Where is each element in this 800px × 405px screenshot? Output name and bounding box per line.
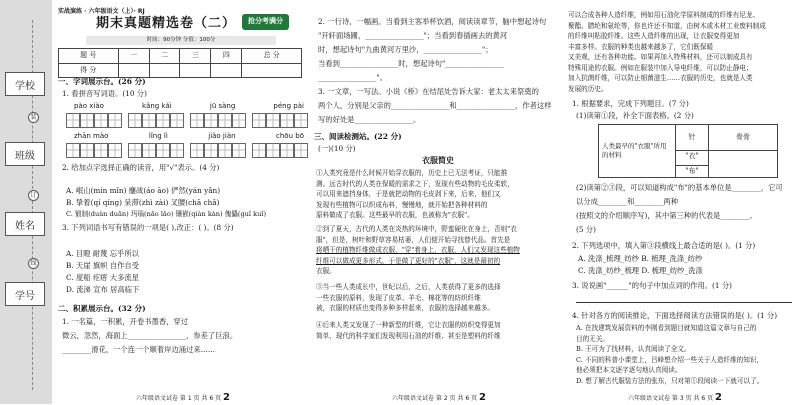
text-line: ④后来人类又发现了一种新型的纤维，它让衣服的纺织变得更加 [316,321,501,329]
option-line: C. 不同的科普小课堂上，吕峰想介绍一些关于人造纤维的知识， [576,355,764,364]
fill-line: (按照文的介绍顺序写)，其中第三种的代表是________。 [576,211,757,220]
reading-paragraph [316,224,564,277]
question-text: (1)读第①段，补全下面表格。(2 分) [576,111,694,120]
option-line: 他必须把本文逐字逐句地认真阅读。 [576,366,682,374]
fill-line: 3. 一文章，一写法。小说《桥》在结尾处告诉大家：老太太来祭奠的 [318,87,539,96]
subsection-label: (一)(10 分) [318,144,356,153]
table-cell-label: "布" [676,165,708,178]
option-line: A. 在找建筑发展资料的李刚看到题目就知道这篇文章与自己的 [576,324,757,332]
question-text: 2. 给加点字选择正确的读音，用"√"表示。(4 分) [62,163,220,172]
pinyin-row [74,131,304,143]
option-line: A. 洗涤_梳理_纺纱 B. 梳理_洗涤_纺纱 [578,254,703,263]
page-title: 期末真题精选卷（二） [95,16,236,31]
binding-dot: 线 [28,258,39,269]
school-label: 学校 [5,72,45,96]
writing-grid[interactable] [252,113,308,128]
pinyin: zhān mào [74,132,109,140]
fill-line: 微云，忽然，海面上________________，参差了巨浪。 [62,331,238,340]
writing-grid[interactable] [252,143,308,158]
underlined-sentence: 将晒干的植物纤维做成衣服，"穿"着身上，衣服，人们又发现这些植物 [316,246,520,254]
section-heading: 三、阅读检测站。(22 分) [314,132,402,141]
name-label: 姓名 [5,212,45,236]
writing-grid[interactable] [66,113,122,128]
option-line: A. 岷山(mín mǐn) 鏖战(áo āo) 俨然(yán yǎn) [66,186,221,195]
option-line: B. 天崖 旗帜 自作自受 [66,261,140,270]
time-info: 时间：90分钟 分值：100分 [86,36,276,45]
text-line: 测。远古时代的人类在保暖的需求之下，发现有些动物的毛皮柔软， [316,179,514,188]
footer-text: 六年级语文试卷 第 3 页 共 6 页 [628,395,714,402]
series-header: 实战演练 · 六年级语文（上）· RJ [58,8,145,15]
score-header-cell: 总 分 [242,49,302,64]
text-line: ①人类究竟是什么时候开始穿衣服的，历史上已无法考证，只能推 [316,169,508,177]
fill-line: (5 分) [576,225,596,234]
reading-paragraph [316,282,564,314]
option-line: D. 流涕 宣布 居高临下 [66,285,140,294]
footer-page-number: 2 [715,392,722,403]
pinyin: kǎng kǎi [142,102,172,110]
fill-line: (2)读第②③段，可以知道构成"布"的基本单位是________，它可 [576,183,783,192]
footer-page-number: 2 [223,392,230,403]
footer-page-number: 2 [479,392,486,403]
text-line: ②到了夏天，古代的人类在炎热的环境中，野蛮硬化在身上，否则"衣 [316,225,517,233]
option-line: B. 挚着(qí qíng) 呆滞(zhì zài) 叉腰(chā chǎ) [66,198,220,207]
option-line: C. 度船 疙瘩 大多流星 [66,273,139,282]
score-input-cell[interactable] [149,63,180,78]
text-line: 简单，现代的科学家们发现利用石油的纤维、甚至是塑料的纤维 [316,331,501,340]
text-line: 又美观，还有各种功能。如果再加入特殊材料，还可以制成具有 [568,53,753,61]
writing-grid[interactable] [128,143,184,158]
text-line: 聚酯、腈纶和氨纶等，你也许还不知道，由树木或木材工业废料制成 [568,21,766,30]
student-id-label: 学号 [5,282,45,306]
score-header-cell: 三 [180,49,211,64]
fill-line: 写的好处是________________。 [318,115,421,124]
option-line: D. 想了解古代服装方法的张东，只对第①段阅读一下就可以了。 [576,376,764,385]
writing-grid[interactable] [66,143,122,158]
answer-cell[interactable] [709,151,778,178]
fill-line: 2. 一行诗，一幅画。当看到主客举杯饮酒，阅读读章节，脑中想起诗句 [318,17,547,26]
fill-line: 以分成________和________两种 [576,197,679,206]
underlined-sentence: 纤维可以做成更多形式，于是做了更好的"衣服"，这就是最初的 [316,256,501,265]
text-line: 被，衣服的材质也变得多种多样起来，衣服的选择越来越多。 [316,304,495,312]
pinyin: jiǎo jiàn [208,132,236,140]
pinyin-row [74,101,304,113]
reading-paragraph [568,10,798,94]
text-line: 一些衣服的原料，发现了皮革、羊毛、棉花等的纺织纤维 [316,293,481,302]
pinyin: pào xiào [74,102,104,110]
table-cell: 针 [676,125,709,151]
page-footer [136,392,230,405]
table-row-label: 人类最早的"衣服"所用的材料 [599,125,676,178]
reading-paragraph [316,320,564,341]
footer-text: 六年级语文试卷 第 1 页 共 6 页 [136,395,222,402]
fill-line: ________________"。 [318,73,388,82]
text-line: 可以合成各种人造纤维，例如用石油化学原料制成的纤维有尼龙、 [568,11,760,19]
text-line: 丰富多样。衣服的种类也越来越多了，它们既保暖 [568,42,714,51]
option-line: 目的无关。 [576,334,609,343]
fill-line: 时，想起诗句"九曲黄河万里沙，________________"； [318,45,493,54]
page-footer [628,392,722,405]
text-line: 原料做成了衣服。这些最早的衣服，也被称为"衣服"。 [316,211,474,219]
text-line: ③当一些人类成长中，世纪以后，之后，人类获得了更多的选择 [316,283,501,291]
table-cell [676,151,709,178]
text-line: 可以用来遮挡身体，于是就把动物的毛皮剥下来，后来，他们又 [316,190,501,198]
page-column-3 [568,0,798,404]
pinyin: péng pài [273,102,304,110]
pinyin: lǐng lì [148,132,168,140]
score-header-cell: 题 号 [59,49,119,64]
pinyin: jū sàng [209,102,236,110]
page-column-2 [312,0,564,404]
score-input-cell[interactable] [211,63,242,78]
question-text: 1. 一名篇，一积累，开卷书墨香，穿过 [62,317,189,326]
text-line: 加入抗菌纤维，可以防止细菌滋生……衣服的历史，也就是人类 [568,74,753,82]
reading-title: 衣服简史 [422,155,454,165]
section-heading: 一、字词展示台。(26 分) [58,77,146,86]
answer-line[interactable] [576,294,792,303]
binding-dot: 装 [28,112,39,123]
fill-line: "开轩面场圃，________________"；当看到春插画去的黄河 [318,31,508,40]
score-table [58,48,302,78]
class-label: 班级 [5,142,45,166]
option-line: C. 洗涤_纺纱_梳理 D. 梳理_纺纱_洗涤 [578,266,703,275]
score-header-cell: 四 [211,49,242,64]
score-badge: 抢分考满分 [242,14,289,30]
question-text: 4. 针对各方的阅读推论，下面选择阅读方法错误的是( )。(1 分) [572,311,778,320]
option-line: C. 锻制(duàn duān) 玛瑙(nǎo lǎo) 镶嵌(qiàn kàn) 傀儡(guǐ kuǐ) [66,210,267,218]
writing-grid[interactable] [128,113,184,128]
text-line: 衣服。 [316,267,336,275]
question-text: 3. 下列词语书写有错误的一项是( ),改正：( )。(8 分) [62,223,234,232]
text-line: 发展的历史。 [568,84,608,93]
score-input-cell[interactable] [242,63,302,78]
fill-line: 当看到________________时，想起诗句"________________ [318,59,504,68]
text-line: 的纤维叫粘胶纤维。这些人造纤维的出现，让衣服变得更加 [568,32,740,40]
text-line: 服"，但是，树叶和野草容易枯萎，人们便开始寻找替代品。首先是 [316,235,511,244]
text-line: 特殊用途的衣服。例如在服装中加入导电纤维，可以防止静电； [568,63,753,72]
pinyin: chōu bō [276,132,304,140]
question-text: 3. 说说画"______"的句子中加点词的作用。(1 分) [572,281,732,290]
section-heading: 二、积累展示台。(32 分) [58,304,146,313]
question-text: 2. 下列选项中，填入第③段横线上最合适的是( )。(1 分) [572,241,756,250]
table-cell-label: "衣" [685,152,699,160]
writing-grid[interactable] [190,113,246,128]
option-line: B. 王可为了找材料，认真阅读了全文。 [576,345,691,353]
option-line: A. 目瞪 耐蔑 忘乎所以 [66,249,139,258]
fill-line: 两个人，分别是父亲的________________和________________，作者这样 [318,101,552,110]
binding-dot: 订 [28,190,39,201]
table-cell: 骨骨 [709,125,778,151]
fill-line: ________滑花，一个连一个顺着岸边涌过来…… [62,345,216,354]
score-header-cell: 二 [149,49,180,64]
score-label-cell: 得 分 [59,63,119,78]
writing-grid[interactable] [190,143,246,158]
score-input-cell[interactable] [180,63,211,78]
question-text: 1. 看拼音写词语。(10 分) [62,89,147,98]
option-list [576,323,798,386]
binding-margin [0,0,52,404]
footer-text: 六年级语文试卷 第 2 页 共 6 页 [392,395,478,402]
page-column-1 [56,0,306,404]
question-text: 1. 根据要求，完成下列题目。(7 分) [572,99,689,108]
score-header-cell: 一 [118,49,149,64]
answer-table [598,124,778,178]
page-footer [392,392,486,405]
text-line: 发现有些植物可以织成布料，慢慢地，就开始把各种材料的 [316,200,488,209]
reading-paragraph [316,168,564,221]
